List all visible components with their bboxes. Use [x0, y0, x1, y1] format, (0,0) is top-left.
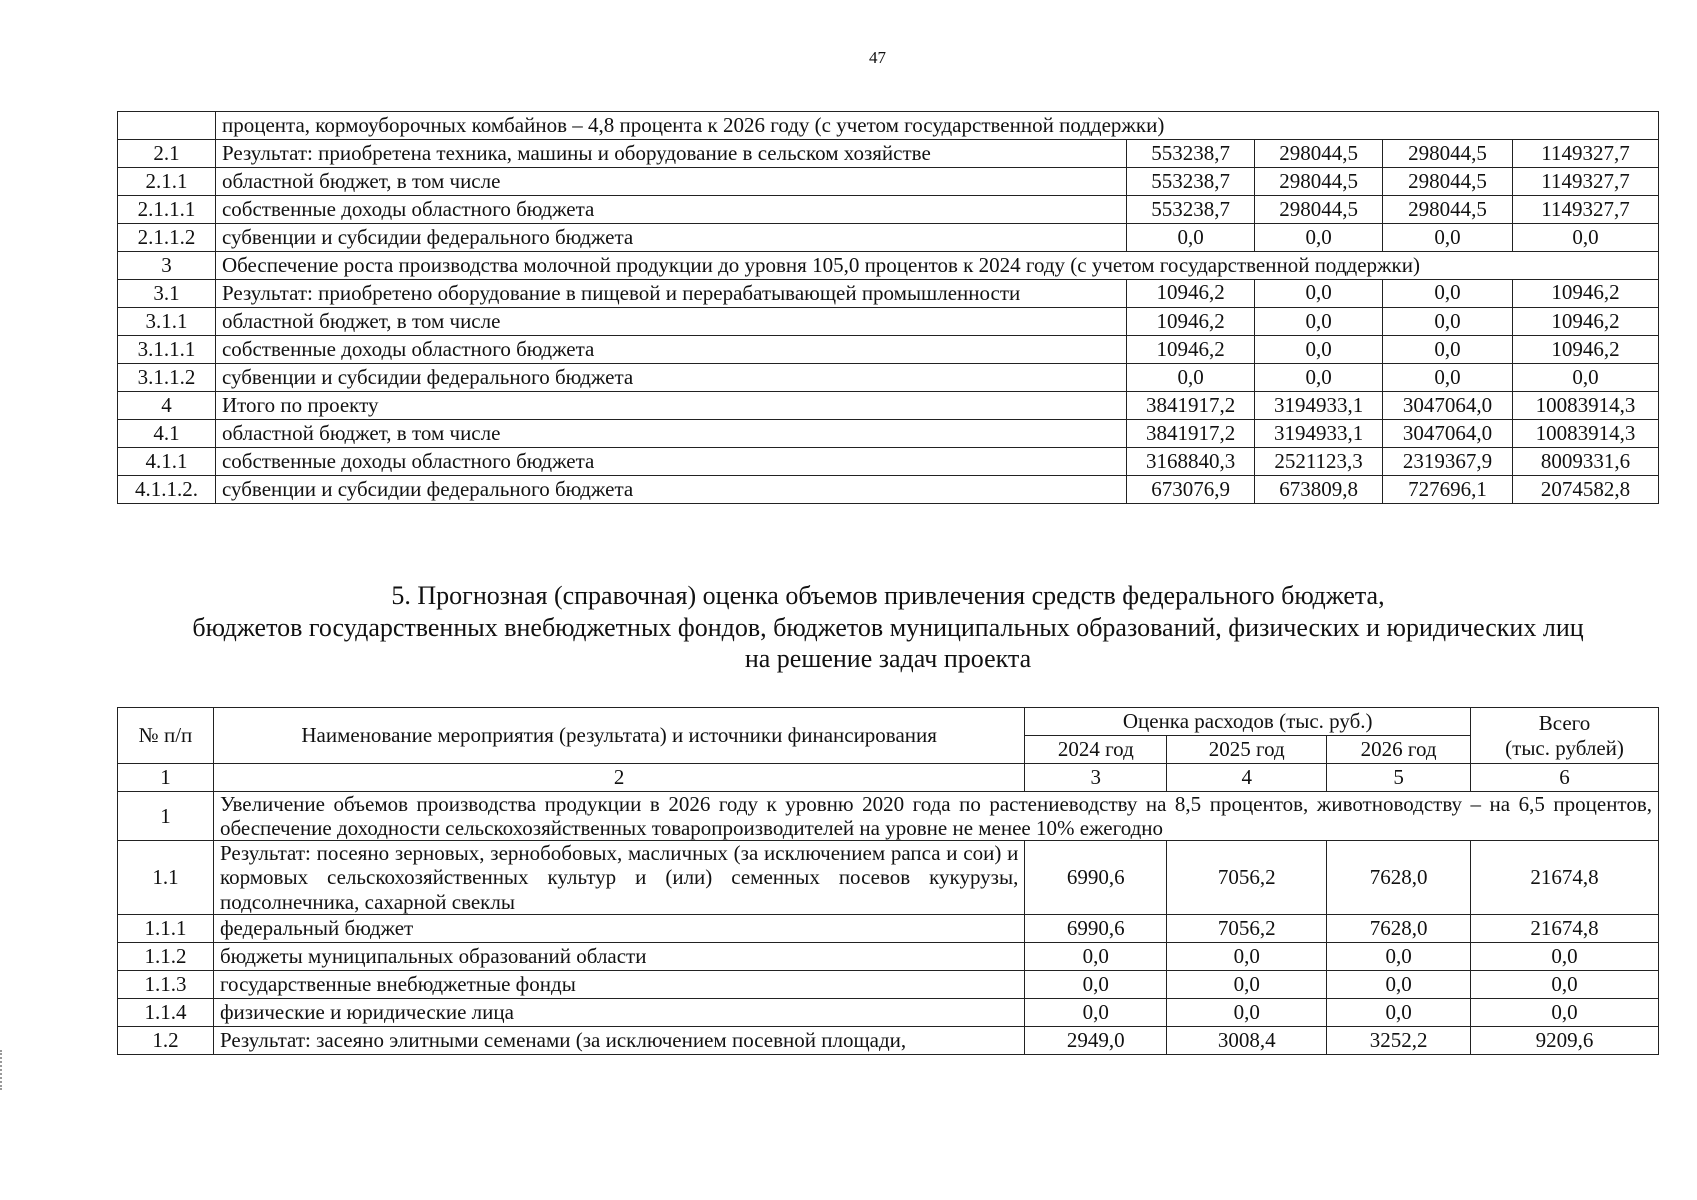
row-name: областной бюджет, в том числе — [215, 420, 1126, 448]
row-value-2: 673809,8 — [1255, 476, 1383, 504]
task-text: Увеличение объемов производства продукции в 2026 году к уровню 2020 года по растениеводству на 8,5 процентов, животноводству – на 6,5 процентов, обеспечение доходности сельскохозяйственных товаропроизводителей на уровне не менее 10% ежегодно — [213, 792, 1658, 841]
row-value-3: 0,0 — [1383, 280, 1513, 308]
row-value-1: 3841917,2 — [1127, 420, 1255, 448]
row-name: собственные доходы областного бюджета — [215, 448, 1126, 476]
row-name: Результат: приобретено оборудование в пищевой и перерабатывающей промышленности — [215, 280, 1126, 308]
row-name: государственные внебюджетные фонды — [213, 970, 1024, 998]
header-row — [118, 708, 1659, 736]
row-name: Результат: засеяно элитными семенами (за исключением посевной площади, — [213, 1026, 1024, 1054]
row-value-2: 0,0 — [1167, 942, 1327, 970]
row-value-1: 0,0 — [1127, 224, 1255, 252]
row-total: 8009331,6 — [1513, 448, 1659, 476]
row-value-2: 0,0 — [1255, 364, 1383, 392]
row-value-2: 298044,5 — [1255, 168, 1383, 196]
row-id: 2.1 — [118, 140, 216, 168]
table-row — [118, 364, 1659, 392]
column-number: 4 — [1167, 764, 1327, 792]
row-name: физические и юридические лица — [213, 998, 1024, 1026]
row-value-2: 2521123,3 — [1255, 448, 1383, 476]
row-id: 1.2 — [118, 1026, 214, 1054]
table-row — [118, 196, 1659, 224]
row-id: 3.1.1.2 — [118, 364, 216, 392]
section-5-title — [117, 580, 1659, 675]
row-value-1: 6990,6 — [1025, 841, 1167, 914]
row-total: 1149327,7 — [1513, 140, 1659, 168]
section-title-line: на решение задач проекта — [744, 644, 1032, 674]
table-row — [118, 970, 1659, 998]
section-row — [118, 252, 1659, 280]
table-row — [118, 448, 1659, 476]
row-value-3: 0,0 — [1383, 364, 1513, 392]
row-name: собственные доходы областного бюджета — [215, 196, 1126, 224]
row-id: 1.1.3 — [118, 970, 214, 998]
row-total: 1149327,7 — [1513, 196, 1659, 224]
header-total-line: (тыс. рублей) — [1505, 735, 1624, 760]
row-name: Результат: приобретена техника, машины и оборудование в сельском хозяйстве — [215, 140, 1126, 168]
row-id: 1.1.4 — [118, 998, 214, 1026]
row-value-2: 0,0 — [1167, 998, 1327, 1026]
row-value-3: 0,0 — [1383, 336, 1513, 364]
row-value-1: 673076,9 — [1127, 476, 1255, 504]
table-row — [118, 420, 1659, 448]
row-value-1: 10946,2 — [1127, 308, 1255, 336]
row-value-3: 7628,0 — [1327, 841, 1471, 914]
row-id: 3.1.1 — [118, 308, 216, 336]
header-estimate: Оценка расходов (тыс. руб.) — [1025, 708, 1471, 736]
row-value-3: 3047064,0 — [1383, 392, 1513, 420]
row-value-2: 0,0 — [1255, 280, 1383, 308]
row-total: 10083914,3 — [1513, 420, 1659, 448]
row-value-2: 298044,5 — [1255, 140, 1383, 168]
row-value-2: 0,0 — [1255, 224, 1383, 252]
row-name: субвенции и субсидии федерального бюджета — [215, 476, 1126, 504]
row-value-1: 0,0 — [1025, 998, 1167, 1026]
table-row — [118, 140, 1659, 168]
row-value-3: 0,0 — [1327, 942, 1471, 970]
row-total: 10946,2 — [1513, 336, 1659, 364]
table-row — [118, 224, 1659, 252]
row-total: 1149327,7 — [1513, 168, 1659, 196]
row-total: 10946,2 — [1513, 308, 1659, 336]
row-value-3: 0,0 — [1327, 998, 1471, 1026]
header-year-2026: 2026 год — [1327, 736, 1471, 764]
column-number-row — [118, 764, 1659, 792]
row-id: 2.1.1 — [118, 168, 216, 196]
row-value-1: 10946,2 — [1127, 336, 1255, 364]
row-total: 0,0 — [1471, 970, 1659, 998]
row-value-2: 7056,2 — [1167, 841, 1327, 914]
row-value-2: 3194933,1 — [1255, 420, 1383, 448]
row-value-1: 553238,7 — [1127, 140, 1255, 168]
row-name: областной бюджет, в том числе — [215, 308, 1126, 336]
funding-forecast-table — [117, 707, 1659, 1055]
header-total — [1471, 708, 1659, 764]
task-id: 1 — [118, 792, 214, 841]
row-id: 4 — [118, 392, 216, 420]
row-name: субвенции и субсидии федерального бюджета — [215, 364, 1126, 392]
row-total: 2074582,8 — [1513, 476, 1659, 504]
task-row — [118, 792, 1659, 841]
row-value-3: 2319367,9 — [1383, 448, 1513, 476]
section-title-line: бюджетов государственных внебюджетных фондов, бюджетов муниципальных образований, физических и юридических лиц — [192, 612, 1584, 642]
table-row — [118, 1026, 1659, 1054]
table-row — [118, 280, 1659, 308]
row-id: 3.1.1.1 — [118, 336, 216, 364]
table-row — [118, 336, 1659, 364]
row-id: 1.1.1 — [118, 914, 214, 942]
row-value-1: 3168840,3 — [1127, 448, 1255, 476]
table-row — [118, 942, 1659, 970]
row-id: 2.1.1.1 — [118, 196, 216, 224]
header-num: № п/п — [118, 708, 214, 764]
header-year-2024: 2024 год — [1025, 736, 1167, 764]
table-row — [118, 914, 1659, 942]
column-number: 3 — [1025, 764, 1167, 792]
table-row — [118, 841, 1659, 914]
row-value-1: 0,0 — [1025, 942, 1167, 970]
section-id: 3 — [118, 252, 216, 280]
row-value-3: 298044,5 — [1383, 140, 1513, 168]
page-number: 47 — [869, 48, 886, 67]
row-value-1: 3841917,2 — [1127, 392, 1255, 420]
column-number: 1 — [118, 764, 214, 792]
scan-artifact — [0, 1050, 4, 1090]
row-value-3: 298044,5 — [1383, 196, 1513, 224]
column-number: 5 — [1327, 764, 1471, 792]
column-number: 2 — [213, 764, 1024, 792]
section-title-line: 5. Прогнозная (справочная) оценка объемов привлечения средств федерального бюджета, — [391, 581, 1385, 610]
row-value-2: 3008,4 — [1167, 1026, 1327, 1054]
row-value-2: 0,0 — [1255, 308, 1383, 336]
row-value-1: 553238,7 — [1127, 196, 1255, 224]
table-row — [118, 168, 1659, 196]
row-id: 4.1 — [118, 420, 216, 448]
row-name: Итого по проекту — [215, 392, 1126, 420]
row-value-1: 0,0 — [1127, 364, 1255, 392]
row-name: бюджеты муниципальных образований области — [213, 942, 1024, 970]
row-id: 4.1.1.2. — [118, 476, 216, 504]
continuation-text: процента, кормоуборочных комбайнов – 4,8 процента к 2026 году (с учетом государственной поддержки) — [215, 112, 1658, 140]
continuation-row — [118, 112, 1659, 140]
header-total-line: Всего — [1538, 711, 1591, 736]
row-name: областной бюджет, в том числе — [215, 168, 1126, 196]
row-value-3: 3252,2 — [1327, 1026, 1471, 1054]
row-id: 4.1.1 — [118, 448, 216, 476]
column-number: 6 — [1471, 764, 1659, 792]
row-value-1: 2949,0 — [1025, 1026, 1167, 1054]
row-value-3: 0,0 — [1327, 970, 1471, 998]
row-value-3: 0,0 — [1383, 224, 1513, 252]
row-value-3: 7628,0 — [1327, 914, 1471, 942]
row-id: 1.1 — [118, 841, 214, 914]
row-total: 0,0 — [1471, 998, 1659, 1026]
row-name: федеральный бюджет — [213, 914, 1024, 942]
row-value-2: 3194933,1 — [1255, 392, 1383, 420]
row-total: 21674,8 — [1471, 914, 1659, 942]
table-row — [118, 392, 1659, 420]
row-name: субвенции и субсидии федерального бюджета — [215, 224, 1126, 252]
header-name: Наименование мероприятия (результата) и источники финансирования — [213, 708, 1024, 764]
header-year-2025: 2025 год — [1167, 736, 1327, 764]
row-value-1: 553238,7 — [1127, 168, 1255, 196]
table-row — [118, 476, 1659, 504]
row-name: Результат: посеяно зерновых, зернобобовых, масличных (за исключением рапса и сои) и кормовых сельскохозяйственных культур и (или) семенных посевов кукурузы, подсолнечника, сахарной свеклы — [213, 841, 1024, 914]
row-total: 21674,8 — [1471, 841, 1659, 914]
row-total: 0,0 — [1513, 364, 1659, 392]
row-total: 10083914,3 — [1513, 392, 1659, 420]
row-value-2: 298044,5 — [1255, 196, 1383, 224]
budget-table-continuation — [117, 111, 1659, 504]
row-total: 9209,6 — [1471, 1026, 1659, 1054]
row-name: собственные доходы областного бюджета — [215, 336, 1126, 364]
row-id: 3.1 — [118, 280, 216, 308]
row-total: 0,0 — [1513, 224, 1659, 252]
row-value-3: 3047064,0 — [1383, 420, 1513, 448]
row-value-1: 10946,2 — [1127, 280, 1255, 308]
row-value-2: 0,0 — [1167, 970, 1327, 998]
row-total: 0,0 — [1471, 942, 1659, 970]
table-row — [118, 998, 1659, 1026]
row-id: 2.1.1.2 — [118, 224, 216, 252]
row-value-2: 7056,2 — [1167, 914, 1327, 942]
table-row — [118, 308, 1659, 336]
row-total: 10946,2 — [1513, 280, 1659, 308]
section-text: Обеспечение роста производства молочной продукции до уровня 105,0 процентов к 2024 году (с учетом государственной поддержки) — [215, 252, 1658, 280]
row-value-3: 727696,1 — [1383, 476, 1513, 504]
row-value-1: 6990,6 — [1025, 914, 1167, 942]
row-value-1: 0,0 — [1025, 970, 1167, 998]
row-value-3: 0,0 — [1383, 308, 1513, 336]
row-value-2: 0,0 — [1255, 336, 1383, 364]
row-id: 1.1.2 — [118, 942, 214, 970]
row-value-3: 298044,5 — [1383, 168, 1513, 196]
